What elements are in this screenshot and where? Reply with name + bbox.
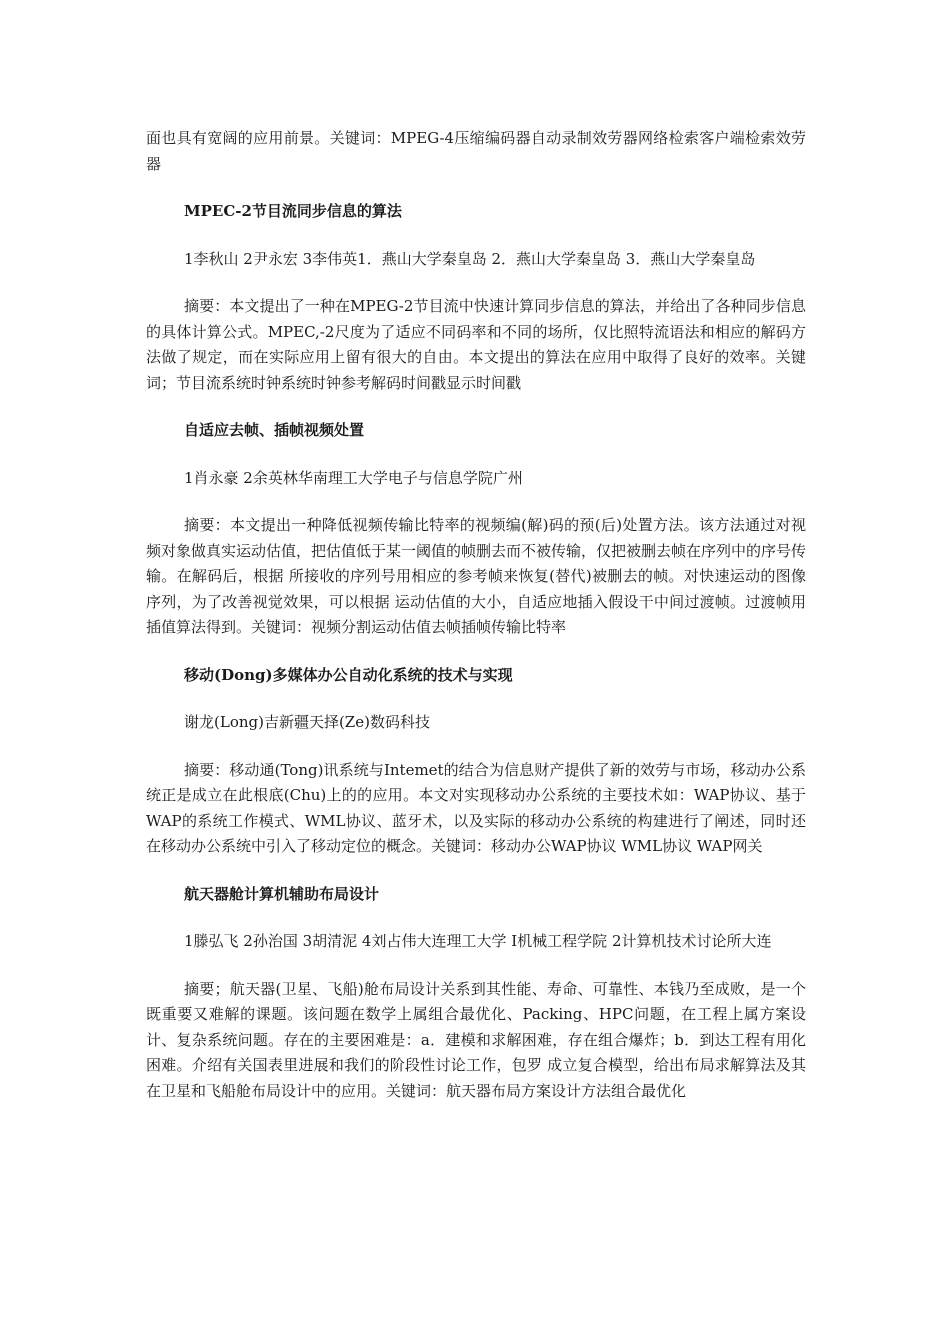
spacer <box>146 396 806 418</box>
spacer <box>146 955 806 977</box>
spacer <box>146 736 806 758</box>
article-title: 移动(Dong)多媒体办公自动化系统的技术与实现 <box>184 665 513 684</box>
spacer <box>146 688 806 710</box>
intro-tail-paragraph: 面也具有宽阔的应用前景。关键词：MPEG-4压缩编码器自动录制效劳器网络检索客户端检索效劳器 <box>146 129 806 173</box>
spacer <box>146 272 806 294</box>
article-authors: 1滕弘飞 2孙治国 3胡清泥 4刘占伟大连理工大学 I机械工程学院 2计算机技术讨论所大连 <box>184 932 772 950</box>
spacer <box>146 225 806 247</box>
spacer <box>146 907 806 929</box>
article-authors: 谢龙(Long)吉新疆天择(Ze)数码科技 <box>184 713 430 731</box>
article-title: MPEC-2节目流同步信息的算法 <box>184 202 402 220</box>
article-authors: 1李秋山 2尹永宏 3李伟英1．燕山大学秦皇岛 2．燕山大学秦皇岛 3．燕山大学秦皇岛 <box>184 249 756 268</box>
article-title: 自适应去帧、插帧视频处置 <box>184 421 365 439</box>
article-title: 航天器舱计算机辅助布局设计 <box>184 884 380 903</box>
article-abstract: 摘要：移动通(Tong)讯系统与Intemet的结合为信息财产提供了新的效劳与市场，移动办公系统正是成立在此根底(Chu)上的的应用。本文对实现移动办公系统的主要技术如：WAP协议、基于WAP的系统工作模式、WML协议、蓝牙术，以及实际的移动办公系统的构建进行了阐述，同时还在移动办公系统中引入了移动定位的概念。关键词：移动办公WAP协议 WML协议 WAP网关 <box>146 760 806 855</box>
spacer <box>146 491 806 513</box>
article-abstract: 摘要：本文提出一种降低视频传输比特率的视频编(解)码的预(后)处置方法。该方法通过对视频对象做真实运动估值，把估值低于某一阈值的帧删去而不被传输，仅把被删去帧在序列中的序号传输。在解码后，根据 所接收的序列号用相应的参考帧来恢复(替代)被删去的帧。对快速运动的图像序列，为了改善视觉效果，可以根据 运动估值的大小，自适应地插入假设干中间过渡帧。过渡帧用插值算法得到。关键词：视频分割运动估值去帧插帧传输比特率 <box>146 516 807 636</box>
spacer <box>146 444 806 466</box>
document-page <box>146 126 806 1104</box>
spacer <box>146 177 806 199</box>
article-authors: 1肖永豪 2余英林华南理工大学电子与信息学院广州 <box>184 468 523 487</box>
spacer <box>146 860 806 882</box>
article-abstract: 摘要：本文提出了一种在MPEG-2节目流中快速计算同步信息的算法，并给出了各种同步信息的具体计算公式。MPEC,-2尺度为了适应不同码率和不同的场所，仅比照特流语法和相应的解码方法做了规定，而在实际应用上留有很大的自由。本文提出的算法在应用中取得了良好的效率。关键词；节目流系统时钟系统时钟参考解码时间戳显示时间戳 <box>146 297 806 392</box>
article-abstract: 摘要；航天器(卫星、飞船)舱布局设计关系到其性能、寿命、可靠性、本钱乃至成败，是一个既重要又难解的课题。该问题在数学上属组合最优化、Packing、HPC问题，在工程上属方案设计、复杂系统问题。存在的主要困难是：a．建模和求解困难，存在组合爆炸；b．到达工程有用化困难。介绍有关国表里进展和我们的阶段性讨论工作，包罗 成立复合模型，给出布局求解算法及其在卫星和飞船舱布局设计中的应用。关键词：航天器布局方案设计方法组合最优化 <box>146 979 806 1100</box>
spacer <box>146 641 806 663</box>
